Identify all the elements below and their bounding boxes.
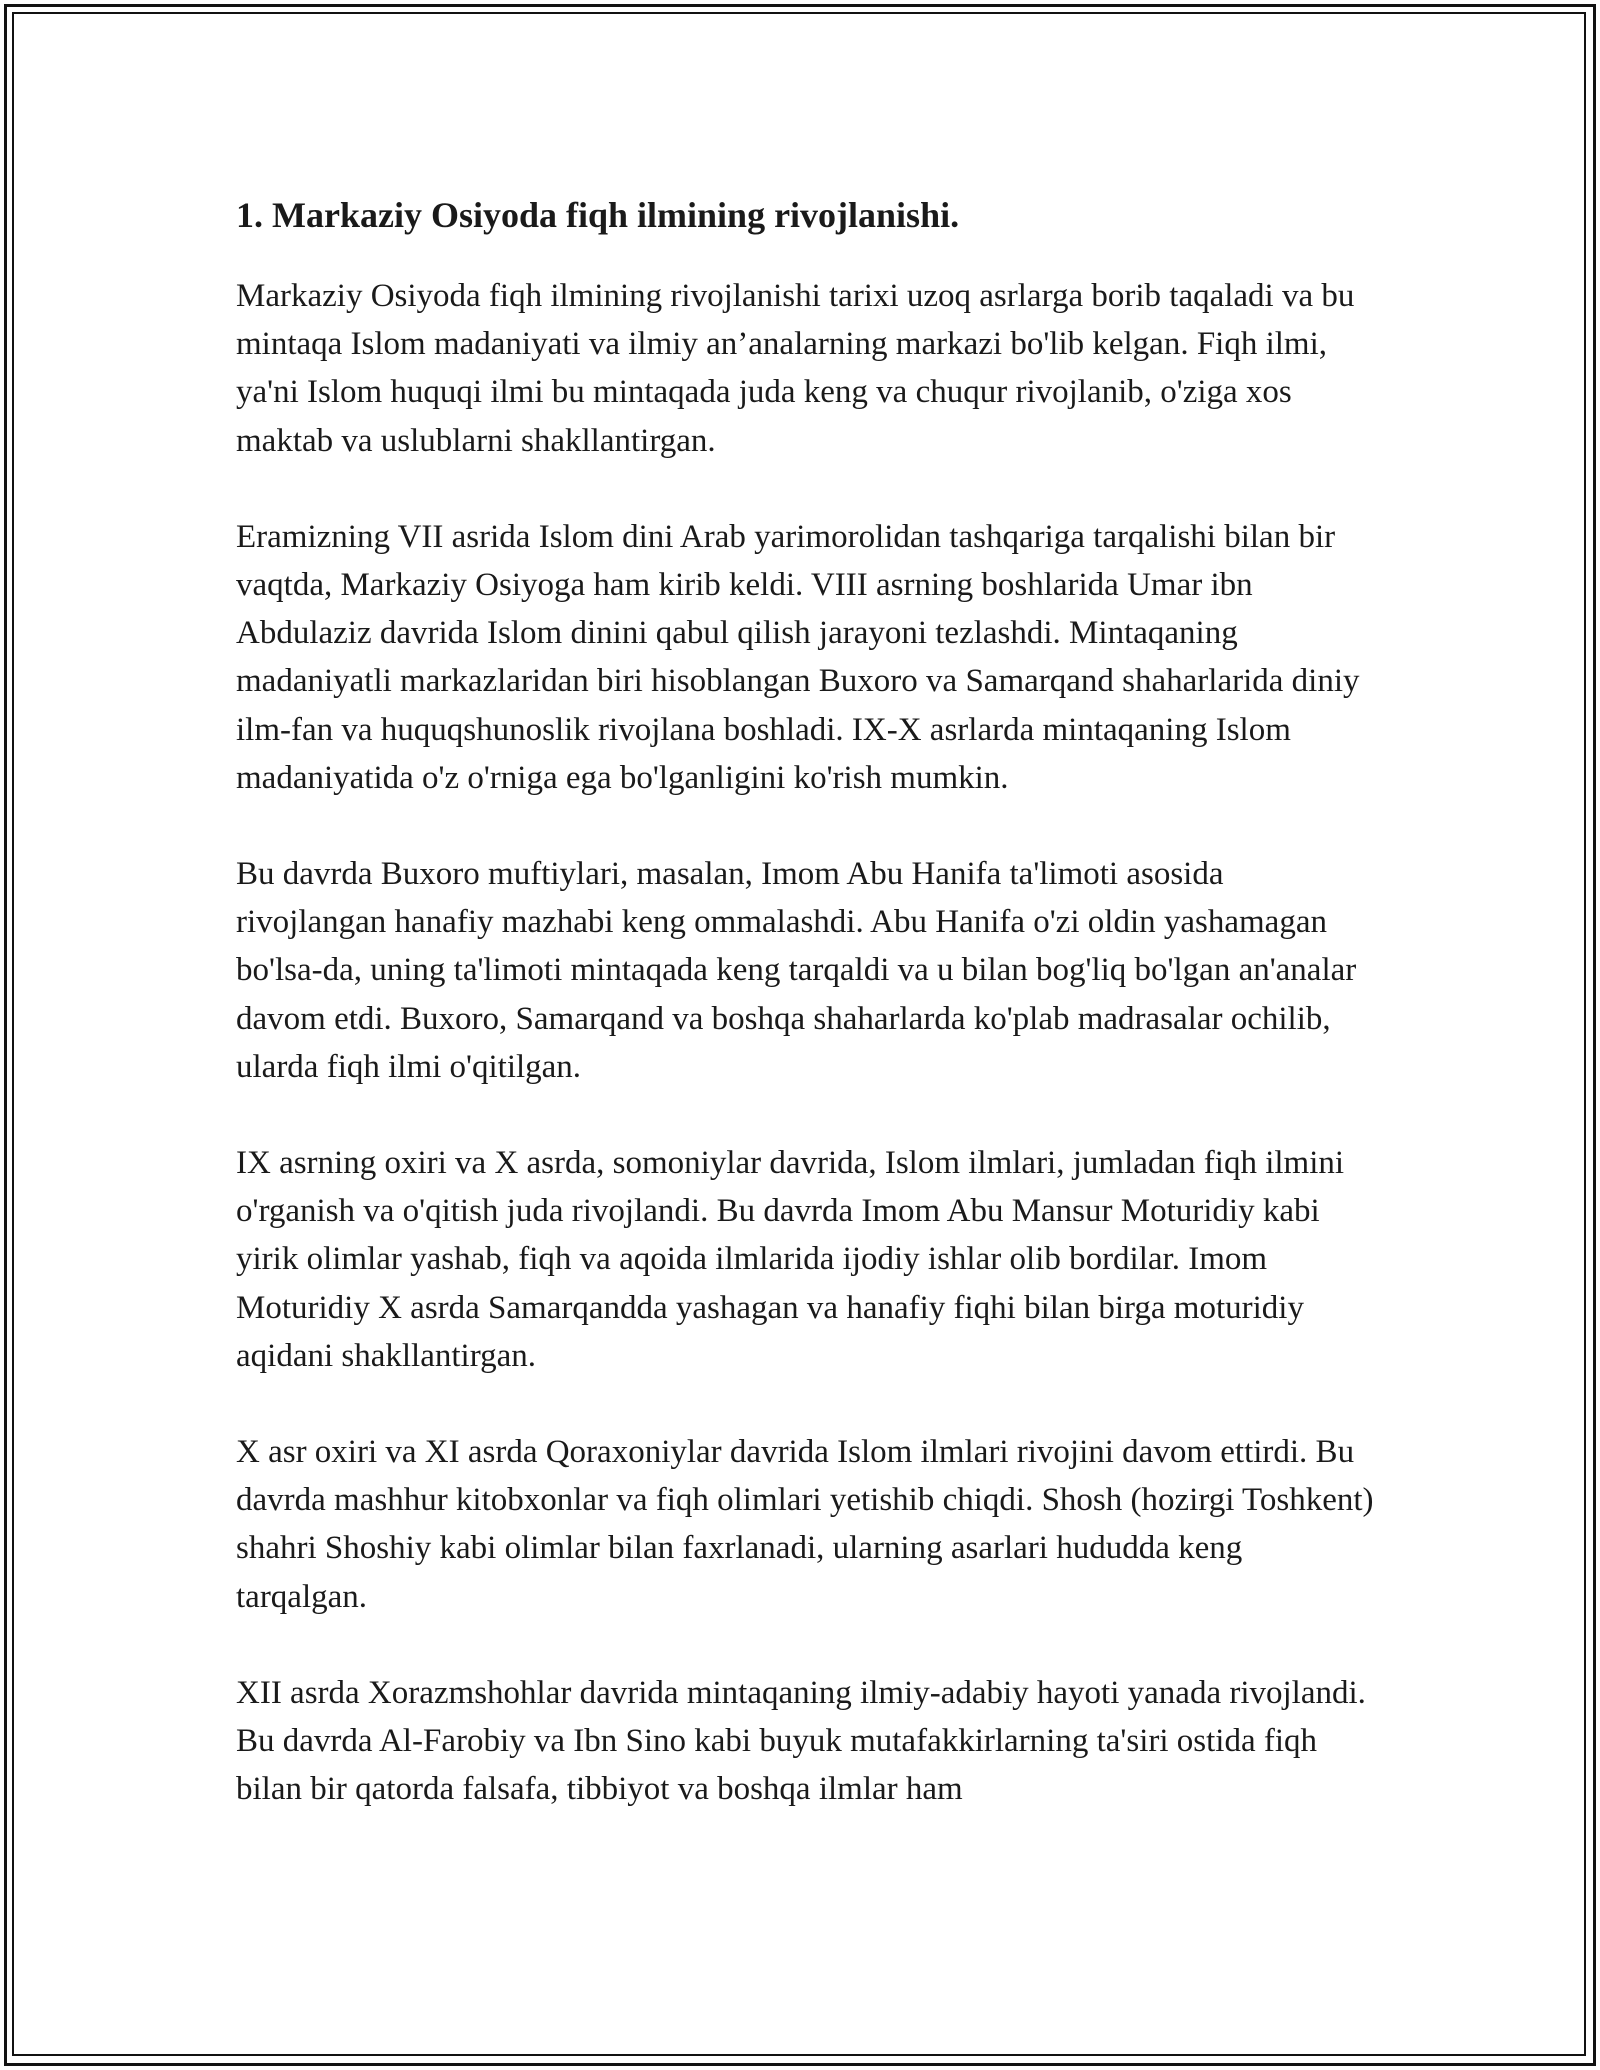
paragraph-5: X asr oxiri va XI asrda Qoraxoniylar davrida Islom ilmlari rivojini davom ettirdi. Bu davrda mashhur kitobxonlar va fiqh olimlari yetishib chiqdi. Shosh (hozirgi Toshkent) shahri Shoshiy kabi olimlar bilan faxrlanadi, ularning asarlari hududda keng tarqalgan. [236,1434,1374,1615]
paragraph-2: Eramizning VII asrida Islom dini Arab yarimorolidan tashqariga tarqalishi bilan bir vaqtda, Markaziy Osiyoga ham kirib keldi. VIII asrning boshlarida Umar ibn Abdulaziz davrida Islom dinini qabul qilish jarayoni tezlashdi. Mintaqaning madaniyatli markazlaridan biri hisoblangan Buxoro va Samarqand shaharlarida diniy ilm-fan va huquqshunoslik rivojlana boshladi. IX-X asrlarda mintaqaning Islom madaniyatida o'z o'rniga ega bo'lganligini ko'rish mumkin. [236,518,1360,796]
paragraph-1: Markaziy Osiyoda fiqh ilmining rivojlanishi tarixi uzoq asrlarga borib taqaladi va bu mintaqa Islom madaniyati va ilmiy an’analarning markazi bo'lib kelgan. Fiqh ilmi, ya'ni Islom huquqi ilmi bu mintaqada juda keng va chuqur rivojlanib, o'ziga xos maktab va uslublarni shakllantirgan. [236,278,1355,459]
paragraph-3: Bu davrda Buxoro muftiylari, masalan, Imom Abu Hanifa ta'limoti asosida rivojlangan hanafiy mazhabi keng ommalashdi. Abu Hanifa o'zi oldin yashamagan bo'lsa-da, uning ta'limoti mintaqada keng tarqaldi va u bilan bog'liq bo'lgan an'analar davom etdi. Buxoro, Samarqand va boshqa shaharlarda ko'plab madrasalar ochilib, ularda fiqh ilmi o'qitilgan. [236,856,1357,1085]
paragraph-4: IX asrning oxiri va X asrda, somoniylar davrida, Islom ilmlari, jumladan fiqh ilmini o'rganish va o'qitish juda rivojlandi. Bu davrda Imom Abu Mansur Moturidiy kabi yirik olimlar yashab, fiqh va aqoida ilmlarida ijodiy ishlar olib bordilar. Imom Moturidiy X asrda Samarqandda yashagan va hanafiy fiqhi bilan birga moturidiy aqidani shakllantirgan. [236,1145,1345,1374]
document-body [236,190,1376,1861]
section-heading: 1. Markaziy Osiyoda fiqh ilmining rivojlanishi. [236,195,960,235]
paragraph-6: XII asrda Xorazmshohlar davrida mintaqaning ilmiy-adabiy hayoti yanada rivojlandi. Bu davrda Al-Farobiy va Ibn Sino kabi buyuk mutafakkirlarning ta'siri ostida fiqh bilan bir qatorda falsafa, tibbiyot va boshqa ilmlar ham [236,1674,1366,1808]
